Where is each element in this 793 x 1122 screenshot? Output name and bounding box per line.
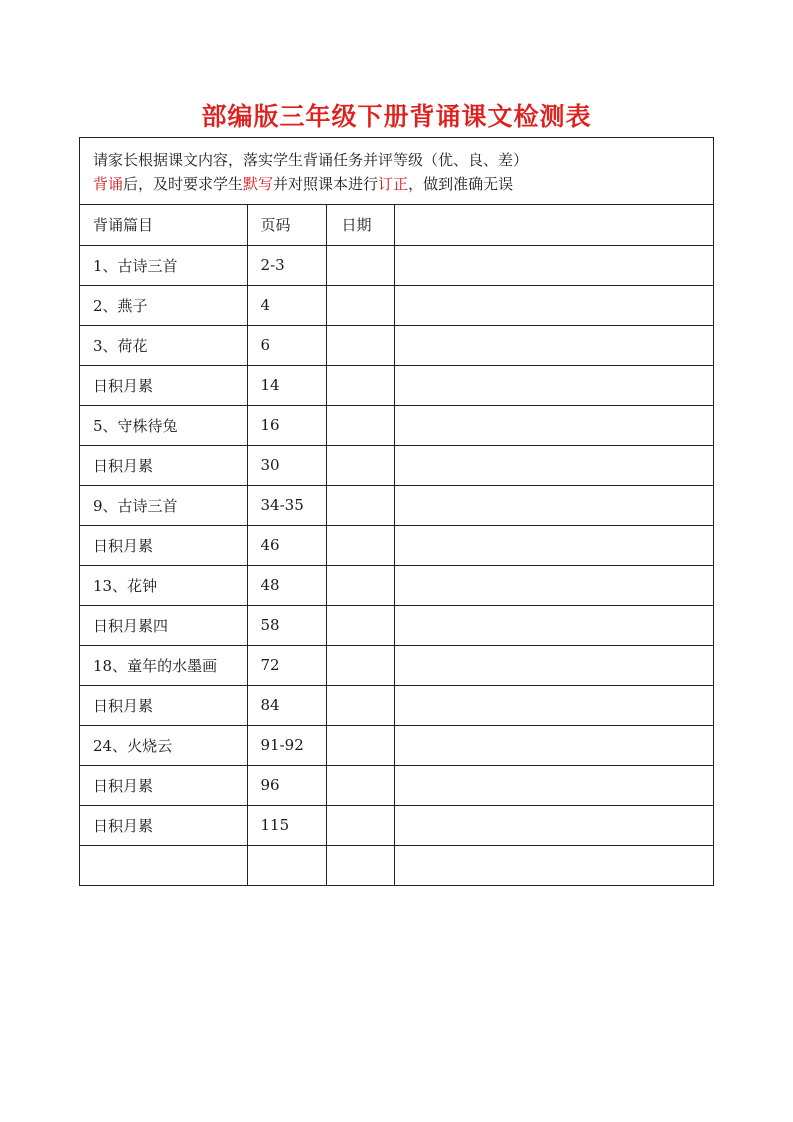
- cell-page: 14: [247, 365, 326, 405]
- cell-date[interactable]: [326, 485, 394, 525]
- cell-grade[interactable]: [394, 645, 713, 685]
- cell-date[interactable]: [326, 605, 394, 645]
- cell-date[interactable]: [326, 285, 394, 325]
- cell-page: 115: [247, 805, 326, 845]
- cell-page: 2-3: [247, 245, 326, 285]
- cell-page: 4: [247, 285, 326, 325]
- cell-grade[interactable]: [394, 285, 713, 325]
- cell-grade[interactable]: [394, 685, 713, 725]
- cell-title: 日积月累四: [80, 605, 247, 645]
- cell-page: 6: [247, 325, 326, 365]
- cell-grade[interactable]: [394, 245, 713, 285]
- cell-date[interactable]: [326, 525, 394, 565]
- cell-grade[interactable]: [394, 445, 713, 485]
- cell-date[interactable]: [326, 685, 394, 725]
- table-row: [80, 685, 713, 725]
- table-row: [80, 805, 713, 845]
- cell-title: 日积月累: [80, 445, 247, 485]
- cell-page: 46: [247, 525, 326, 565]
- cell-page: 91-92: [247, 725, 326, 765]
- cell-title: [80, 845, 247, 885]
- cell-grade[interactable]: [394, 365, 713, 405]
- table-row: [80, 525, 713, 565]
- cell-page: 58: [247, 605, 326, 645]
- table-row: [80, 645, 713, 685]
- cell-page: 16: [247, 405, 326, 445]
- instructions-text: 并对照课本进行: [273, 175, 379, 193]
- page-title: 部编版三年级下册背诵课文检测表: [201, 102, 592, 131]
- cell-page: 72: [247, 645, 326, 685]
- header-row: [80, 205, 713, 245]
- table-row: [80, 325, 713, 365]
- cell-page: 34-35: [247, 485, 326, 525]
- table-row: [80, 445, 713, 485]
- cell-grade[interactable]: [394, 805, 713, 845]
- cell-page: 30: [247, 445, 326, 485]
- cell-grade[interactable]: [394, 725, 713, 765]
- cell-grade[interactable]: [394, 605, 713, 645]
- cell-grade[interactable]: [394, 485, 713, 525]
- cell-date[interactable]: [326, 805, 394, 845]
- table-row: [80, 405, 713, 445]
- cell-date[interactable]: [326, 405, 394, 445]
- cell-title: 日积月累: [80, 365, 247, 405]
- header-page: 页码: [247, 205, 326, 245]
- cell-title: 24、火烧云: [80, 725, 247, 765]
- cell-title: 18、童年的水墨画: [80, 645, 247, 685]
- instructions-text: 后，及时要求学生: [123, 175, 244, 193]
- cell-date[interactable]: [326, 725, 394, 765]
- cell-grade[interactable]: [394, 565, 713, 605]
- cell-date[interactable]: [326, 645, 394, 685]
- cell-grade[interactable]: [394, 845, 713, 885]
- instructions-text: ，做到准确无误: [408, 175, 514, 193]
- table-row: [80, 485, 713, 525]
- cell-title: 3、荷花: [80, 325, 247, 365]
- header-date: 日期: [326, 205, 394, 245]
- table-row: [80, 285, 713, 325]
- cell-title: 日积月累: [80, 685, 247, 725]
- cell-title: 日积月累: [80, 765, 247, 805]
- table-row: [80, 605, 713, 645]
- cell-page: [247, 845, 326, 885]
- instructions-line-2: [93, 172, 713, 196]
- cell-date[interactable]: [326, 365, 394, 405]
- cell-title: 日积月累: [80, 805, 247, 845]
- header-grade: [394, 205, 713, 245]
- table-row: [80, 245, 713, 285]
- recitation-check-table: [79, 137, 714, 886]
- cell-grade[interactable]: [394, 405, 713, 445]
- cell-date[interactable]: [326, 565, 394, 605]
- cell-date[interactable]: [326, 445, 394, 485]
- cell-page: 96: [247, 765, 326, 805]
- instructions: [80, 138, 713, 205]
- cell-title: 1、古诗三首: [80, 245, 247, 285]
- cell-grade[interactable]: [394, 765, 713, 805]
- cell-date[interactable]: [326, 845, 394, 885]
- highlight-dictate: 默写: [243, 175, 274, 193]
- cell-grade[interactable]: [394, 325, 713, 365]
- table-row: [80, 765, 713, 805]
- cell-page: 48: [247, 565, 326, 605]
- cell-date[interactable]: [326, 245, 394, 285]
- cell-grade[interactable]: [394, 525, 713, 565]
- header-title: 背诵篇目: [80, 205, 247, 245]
- instructions-line-1: 请家长根据课文内容，落实学生背诵任务并评等级（优、良、差）: [93, 151, 529, 169]
- cell-title: 5、守株待兔: [80, 405, 247, 445]
- table-row: [80, 365, 713, 405]
- highlight-correct: 订正: [378, 175, 409, 193]
- cell-title: 日积月累: [80, 525, 247, 565]
- cell-page: 84: [247, 685, 326, 725]
- table-row: [80, 565, 713, 605]
- cell-title: 9、古诗三首: [80, 485, 247, 525]
- cell-title: 2、燕子: [80, 285, 247, 325]
- table-row: [80, 845, 713, 885]
- cell-date[interactable]: [326, 325, 394, 365]
- cell-date[interactable]: [326, 765, 394, 805]
- table-row: [80, 725, 713, 765]
- highlight-recite: 背诵: [93, 175, 124, 193]
- cell-title: 13、花钟: [80, 565, 247, 605]
- check-table: [80, 205, 713, 885]
